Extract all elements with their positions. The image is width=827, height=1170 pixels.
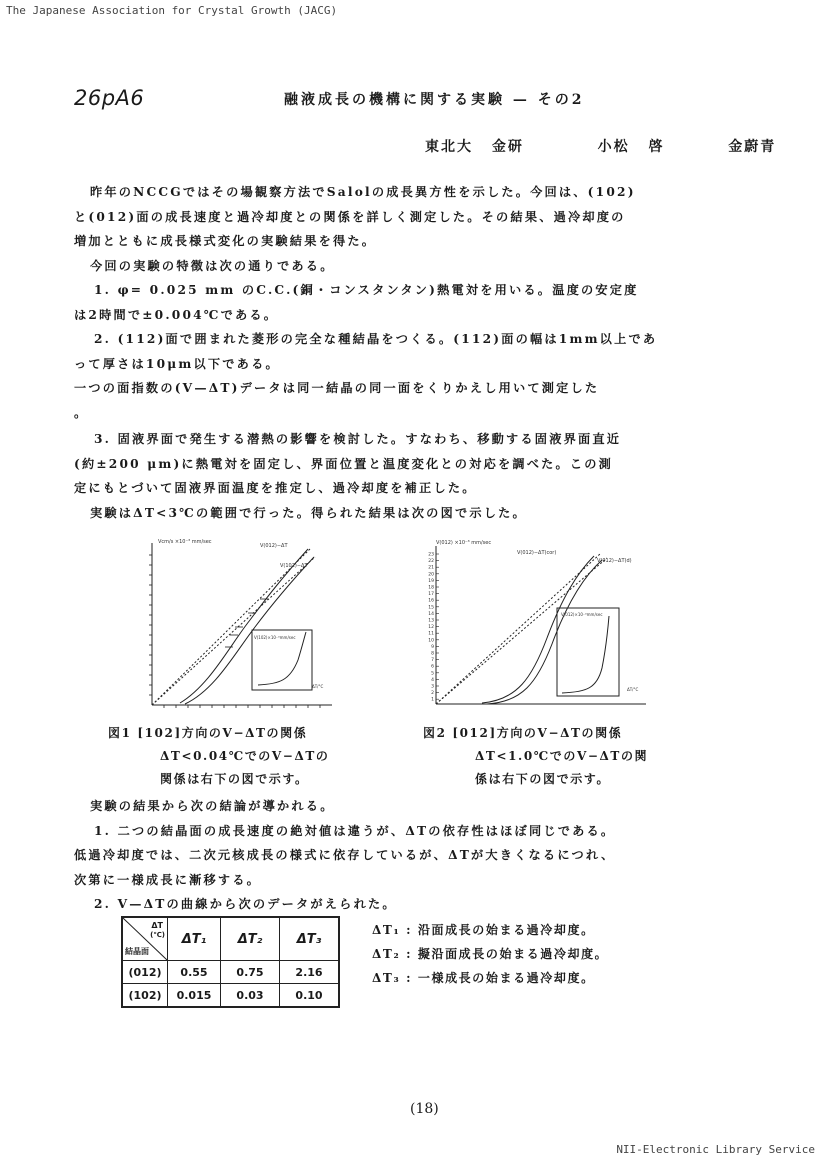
caption-line: 図2 [012]方向のV−ΔTの関係 [423,726,623,740]
table-cell: 0.75 [221,961,280,984]
caption-line: 関係は右下の図で示す。 [160,772,309,786]
table-header-cell: ΔT₂ [221,917,280,961]
figure-1-caption [108,722,330,791]
y-tick-label: 10 [428,638,434,644]
figure-2-caption [423,722,648,791]
extrapolation-line-1 [152,549,310,705]
y-tick-label: 4 [431,677,434,683]
caption-line: ΔT<0.04℃でのV−ΔTの [160,749,330,763]
table-cell: 0.55 [168,961,221,984]
y-axis-label: Vcm/s ×10⁻³ mm/sec [158,539,212,545]
definitions-list [372,918,608,990]
curve-012 [180,549,308,703]
definition-item: ΔT₁ : 沿面成長の始まる過冷却度。 [372,923,595,937]
author-2: 金蔚青 [728,139,777,155]
inset-box-2 [557,608,619,696]
y-tick-label: 1 [431,697,434,703]
corner-bottom: 結晶面 [125,947,149,956]
text-line: (約±200 μm)に熱電対を固定し、界面位置と温度変化との対応を調べた。この測 [74,456,614,471]
y-tick-label: 22 [428,559,434,565]
extrapolation-line-2 [152,557,315,705]
text-line: って厚さは10μm以下である。 [74,356,280,371]
text-line: 一つの面指数の(V—ΔT)データは同一結晶の同一面をくりかえし用いて測定した [74,381,600,395]
corner-unit: (℃) [150,931,165,939]
curve-label-2: V(012)−ΔT(d) [597,558,632,564]
session-code: 26pA6 [74,86,145,110]
text-line: 2. V—ΔTの曲線から次のデータがえられた。 [94,897,397,911]
text-line: 昨年のNCCGではその場観察方法でSalolの成長異方性を示した。今回は、(102) [90,185,636,199]
text-line: は2時間で±0.004℃である。 [74,307,279,322]
table-cell-face: (102) [122,984,168,1008]
author-1: 小松 啓 [597,139,665,155]
page-number: (18) [410,1101,439,1117]
table-header-row [122,917,339,961]
y-tick-label: 6 [431,664,434,670]
text-line: 次第に一様成長に漸移する。 [74,872,262,887]
extrapolation-line-2 [436,554,600,704]
y-tick-label: 5 [431,671,434,677]
y-axis-label: V(012) ×10⁻³ mm/sec [436,540,492,546]
inset-label-1: V(102)×10⁻³mm/sec [254,635,296,640]
table-row [122,984,339,1008]
table-cell: 0.10 [280,984,340,1008]
table-header-cell: ΔT₁ [168,917,221,961]
curve-label-1: V(012)−ΔT [260,543,288,549]
curve-cor [482,556,594,703]
y-tick-label: 19 [428,578,434,584]
table-cell: 0.03 [221,984,280,1008]
caption-line: 図1 [102]方向のV−ΔTの関係 [108,726,308,740]
y-tick-label: 14 [428,611,434,617]
table-cell: 0.015 [168,984,221,1008]
caption-line: 係は右下の図で示す。 [475,772,611,786]
text-line: 3. 固液界面で発生する潜熱の影響を検討した。すなわち、移動する固液界面直近 [94,432,622,446]
conclusion-paragraph [74,794,750,917]
definition-item: ΔT₃ : 一様成長の始まる過冷却度。 [372,971,595,985]
item3-paragraph [74,427,750,525]
table-row [122,961,339,984]
text-line: 2. (112)面で囲まれた菱形の完全な種結晶をつくる。(112)面の幅は1mm以上であ [94,332,658,346]
author-line [425,136,776,156]
y-tick-label: 23 [428,552,434,558]
curve-label-1: V(012)−ΔT(cor) [517,550,557,556]
y-tick-label: 7 [431,658,434,664]
table-header-cell: ΔT₃ [280,917,340,961]
y-tick-label: 17 [428,592,434,598]
extrapolation-line-1 [436,558,607,704]
text-line: 実験の結果から次の結論が導かれる。 [90,799,335,813]
running-header: The Japanese Association for Crystal Growth (JACG) [6,4,338,17]
y-tick-label: 13 [428,618,434,624]
x-unit-2: ΔT/°C [627,687,639,692]
intro-paragraph [74,180,750,425]
table-corner-cell [122,917,168,961]
inset-label-2: V(012)×10⁻³mm/sec [561,612,603,617]
corner-top: ΔT [151,921,163,930]
paper-title: 融液成長の機構に関する実験 — その2 [284,92,585,108]
caption-line: ΔT<1.0℃でのV−ΔTの関 [475,749,649,763]
definition-item: ΔT₂ : 擬沿面成長の始まる過冷却度。 [372,947,609,961]
figure-1 [140,535,340,720]
figure-2 [422,538,652,718]
curve-d [487,560,602,704]
affiliation: 東北大 金研 [425,139,524,155]
text-line: 1. φ= 0.025 mm のC.C.(銅・コンスタンタン)熱電対を用いる。温度の安定度 [94,283,639,297]
text-line: 低過冷却度では、二次元核成長の様式に依存しているが、ΔTが大きくなるにつれ、 [74,848,616,862]
text-line: 今回の実験の特徴は次の通りである。 [90,258,335,273]
y-tick-label: 20 [428,572,434,578]
y-tick-label: 3 [431,684,434,690]
y-tick-labels [428,552,439,703]
y-tick-label: 12 [428,625,434,631]
inset-curve-2 [562,616,609,693]
text-line: 定にもとづいて固液界面温度を推定し、過冷却度を補正した。 [74,481,477,495]
y-tick-label: 11 [428,631,434,637]
text-line: 増加とともに成長様式変化の実験結果を得た。 [74,234,377,248]
curve-label-2: V(102)−ΔT [280,563,308,569]
y-tick-label: 18 [428,585,434,591]
text-line: 。 [74,405,89,420]
text-line: 実験はΔT<3℃の範囲で行った。得られた結果は次の図で示した。 [90,505,527,520]
running-footer: NII-Electronic Library Service [616,1143,815,1156]
y-tick-label: 21 [428,565,434,571]
table-cell-face: (012) [122,961,168,984]
results-table [121,916,340,1008]
y-tick-label: 2 [431,691,434,697]
y-tick-label: 9 [431,644,434,650]
text-line: 1. 二つの結晶面の成長速度の絶対値は違うが、ΔTの依存性はほぼ同じである。 [94,823,616,838]
y-tick-label: 15 [428,605,434,611]
text-line: と(012)面の成長速度と過冷却度との関係を詳しく測定した。その結果、過冷却度の [74,209,626,224]
table-cell: 2.16 [280,961,340,984]
y-tick-label: 8 [431,651,434,657]
y-tick-label: 16 [428,598,434,604]
x-unit-1: ΔT/°C [312,684,324,689]
